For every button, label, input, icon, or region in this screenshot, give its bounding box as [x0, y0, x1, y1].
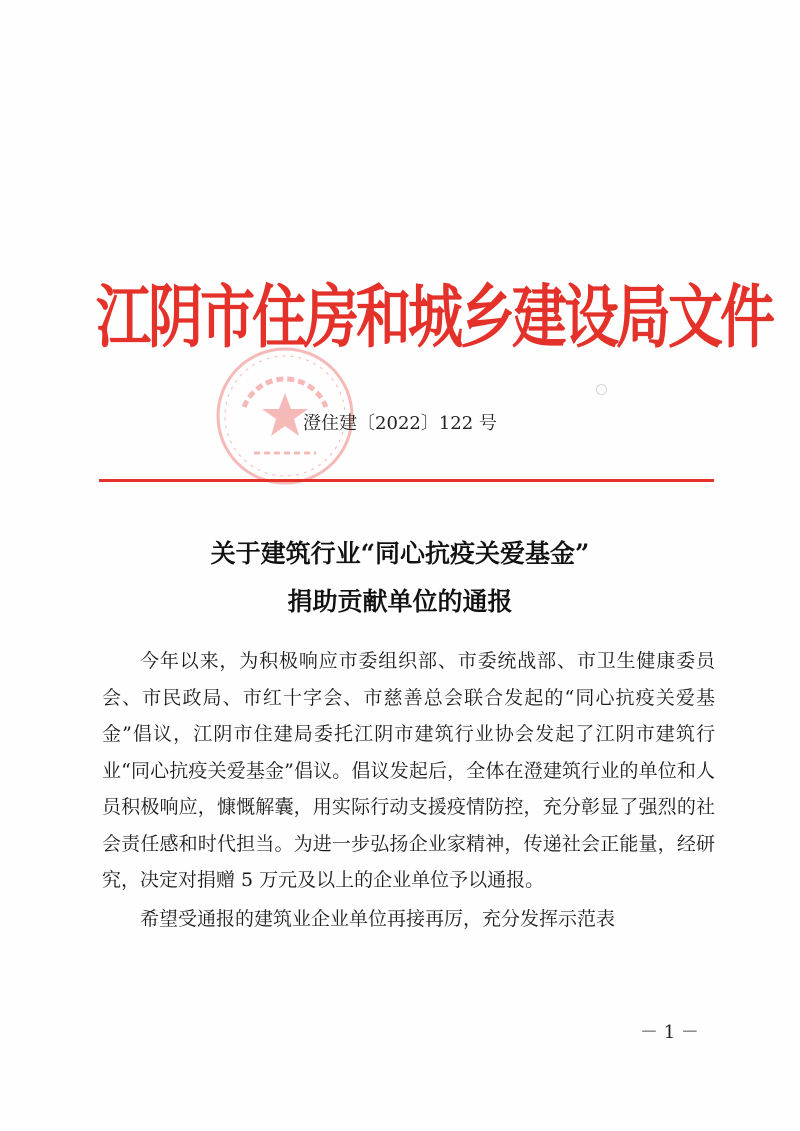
body-paragraph-1: 今年以来，为积极响应市委组织部、市委统战部、市卫生健康委员会、市民政局、市红十字会、市慈善总会联合发起的“同心抗疫关爱基金”倡议，江阴市住建局委托江阴市建筑行业协会发起了江阴市建筑行业“同心抗疫关爱基金”倡议。倡议发起后，全体在澄建筑行业的单位和人员积极响应，慷慨解囊，用实际行动支援疫情防控，充分彰显了强烈的社会责任感和时代担当。为进一步弘扬企业家精神，传递社会正能量，经研究，决定对捐赠 5 万元及以上的企业单位予以通报。 — [102, 650, 715, 891]
page-number: － 1 － — [640, 1022, 699, 1043]
document-body — [102, 643, 715, 937]
title-line-2: 捐助贡献单位的通报 — [287, 587, 513, 616]
document-title — [0, 530, 800, 626]
red-divider-line — [99, 479, 714, 482]
document-number: 澄住建〔2022〕122 号 — [303, 413, 497, 434]
title-line-1: 关于建筑行业“同心抗疫关爱基金” — [210, 539, 590, 568]
issuer-title: 江阴市住房和城乡建设局文件 — [96, 277, 773, 357]
scan-mark — [596, 384, 607, 395]
body-paragraph-2: 希望受通报的建筑业企业单位再接再厉，充分发挥示范表 — [140, 907, 616, 930]
